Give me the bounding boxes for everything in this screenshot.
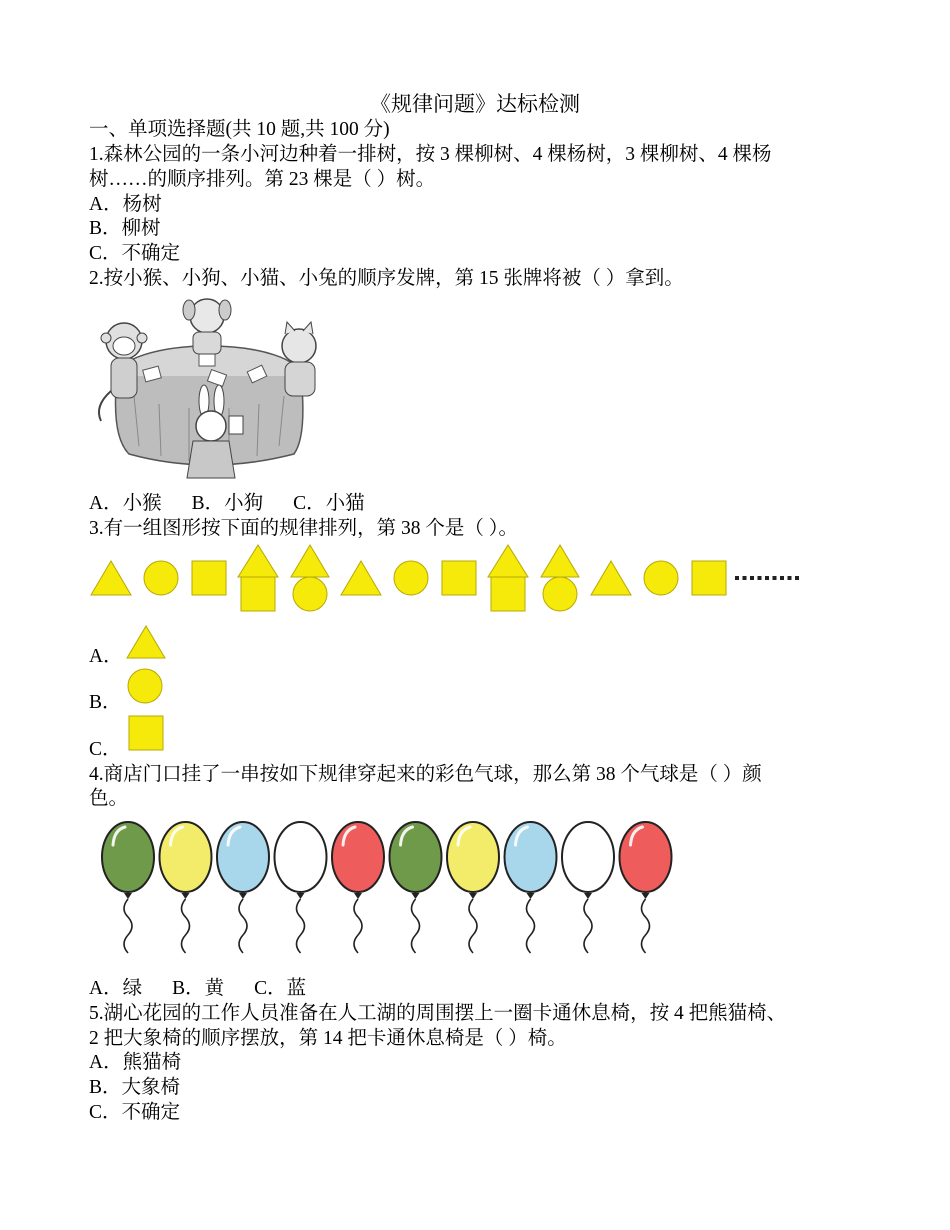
circle-shape	[128, 669, 162, 703]
balloon-string	[354, 899, 362, 953]
balloon-string	[469, 899, 477, 953]
balloon-knot	[584, 893, 592, 899]
q5-option-c[interactable]: C．不确定	[89, 1102, 181, 1123]
balloon-string	[297, 899, 305, 953]
square-shape-icon	[127, 714, 165, 752]
triangle-shape	[238, 545, 278, 577]
balloon	[332, 822, 384, 953]
ellipsis-dot	[735, 576, 739, 580]
square-shape	[129, 716, 163, 750]
square-shape	[241, 577, 275, 611]
balloon-body	[390, 822, 442, 892]
balloon-knot	[297, 893, 305, 899]
q2-option-c[interactable]: C．小猫	[293, 493, 365, 514]
balloon-string	[584, 899, 592, 953]
balloon-knot	[527, 893, 535, 899]
q5-option-b[interactable]: B．大象椅	[89, 1077, 181, 1098]
balloon-string-illustration	[95, 815, 685, 965]
balloon	[447, 822, 499, 953]
balloon-body	[217, 822, 269, 892]
q1-option-c[interactable]: C．不确定	[89, 243, 181, 264]
shape-sequence-pattern	[89, 543, 809, 615]
q1-option-b[interactable]: B．柳树	[89, 218, 161, 239]
question-1-text: 1.森林公园的一条小河边种着一排树，按 3 棵柳树、4 棵杨树，3 棵柳树、4 棵杨	[89, 144, 772, 165]
circle-shape	[644, 561, 678, 595]
balloon-body	[332, 822, 384, 892]
circle-shape	[293, 577, 327, 611]
balloon	[505, 822, 557, 953]
balloon-knot	[412, 893, 420, 899]
triangle-shape	[127, 626, 165, 658]
animals-card-table-illustration	[89, 296, 334, 486]
ellipsis-dot	[773, 576, 777, 580]
question-3-text: 3.有一组图形按下面的规律排列，第 38 个是（ ）。	[89, 518, 519, 539]
balloon-string	[527, 899, 535, 953]
ellipsis-dot	[780, 576, 784, 580]
question-5-text: 5.湖心花园的工作人员准备在人工湖的周围摆上一圈卡通休息椅，按 4 把熊猫椅、	[89, 1003, 787, 1024]
q3-option-c[interactable]: C．	[89, 739, 122, 760]
question-4-text: 4.商店门口挂了一串按如下规律穿起来的彩色气球，那么第 38 个气球是（ ）颜	[89, 764, 762, 785]
q1-option-a[interactable]: A．杨树	[89, 194, 162, 215]
circle-shape	[543, 577, 577, 611]
balloon-body	[102, 822, 154, 892]
balloon	[217, 822, 269, 953]
q5-option-a[interactable]: A．熊猫椅	[89, 1052, 182, 1073]
balloon	[390, 822, 442, 953]
ellipsis-dot	[758, 576, 762, 580]
triangle-shape	[341, 561, 381, 595]
question-4-text-cont: 色。	[89, 788, 129, 809]
square-shape	[192, 561, 226, 595]
triangle-shape	[291, 545, 329, 577]
square-shape	[692, 561, 726, 595]
balloon	[562, 822, 614, 953]
balloon-body	[160, 822, 212, 892]
balloon-knot	[124, 893, 132, 899]
balloon-body	[562, 822, 614, 892]
balloon	[160, 822, 212, 953]
page-title: 《规律问题》达标检测	[370, 92, 580, 116]
balloon-string	[239, 899, 247, 953]
balloon-knot	[469, 893, 477, 899]
square-shape	[442, 561, 476, 595]
ellipsis-dot	[788, 576, 792, 580]
balloon-string	[182, 899, 190, 953]
q4-options-row	[89, 977, 306, 1001]
q4-option-a[interactable]: A．绿	[89, 978, 143, 999]
balloon-knot	[354, 893, 362, 899]
balloon	[102, 822, 154, 953]
ellipsis-dot	[743, 576, 747, 580]
triangle-shape	[488, 545, 528, 577]
balloon-body	[447, 822, 499, 892]
ellipsis-dot	[765, 576, 769, 580]
triangle-shape	[91, 561, 131, 595]
q4-option-c[interactable]: C．蓝	[254, 978, 307, 999]
balloon-string	[412, 899, 420, 953]
question-2-text: 2.按小猴、小狗、小猫、小兔的顺序发牌，第 15 张牌将被（ ）拿到。	[89, 268, 684, 289]
triangle-shape	[541, 545, 579, 577]
square-shape	[491, 577, 525, 611]
section-heading: 一、单项选择题(共 10 题,共 100 分)	[89, 119, 390, 140]
balloon	[620, 822, 672, 953]
circle-shape	[144, 561, 178, 595]
balloon-body	[505, 822, 557, 892]
balloon-knot	[642, 893, 650, 899]
ellipsis-dot	[795, 576, 799, 580]
triangle-shape	[591, 561, 631, 595]
balloon-string	[642, 899, 650, 953]
balloon-string	[124, 899, 132, 953]
question-5-text-cont: 2 把大象椅的顺序摆放，第 14 把卡通休息椅是（ ）椅。	[89, 1028, 567, 1049]
q2-option-b[interactable]: B．小狗	[191, 493, 264, 514]
q2-option-a[interactable]: A．小猴	[89, 493, 162, 514]
q3-option-b[interactable]: B．	[89, 692, 122, 713]
balloon-body	[275, 822, 327, 892]
q4-option-b[interactable]: B．黄	[172, 978, 225, 999]
balloon-knot	[182, 893, 190, 899]
q2-options-row	[89, 492, 365, 516]
triangle-shape-icon	[126, 624, 166, 660]
q3-option-a[interactable]: A．	[89, 646, 123, 667]
balloon	[275, 822, 327, 953]
circle-shape-icon	[126, 667, 164, 705]
balloon-body	[620, 822, 672, 892]
balloon-knot	[239, 893, 247, 899]
circle-shape	[394, 561, 428, 595]
ellipsis-dot	[750, 576, 754, 580]
question-1-text-cont: 树……的顺序排列。第 23 棵是（ ）树。	[89, 169, 436, 190]
